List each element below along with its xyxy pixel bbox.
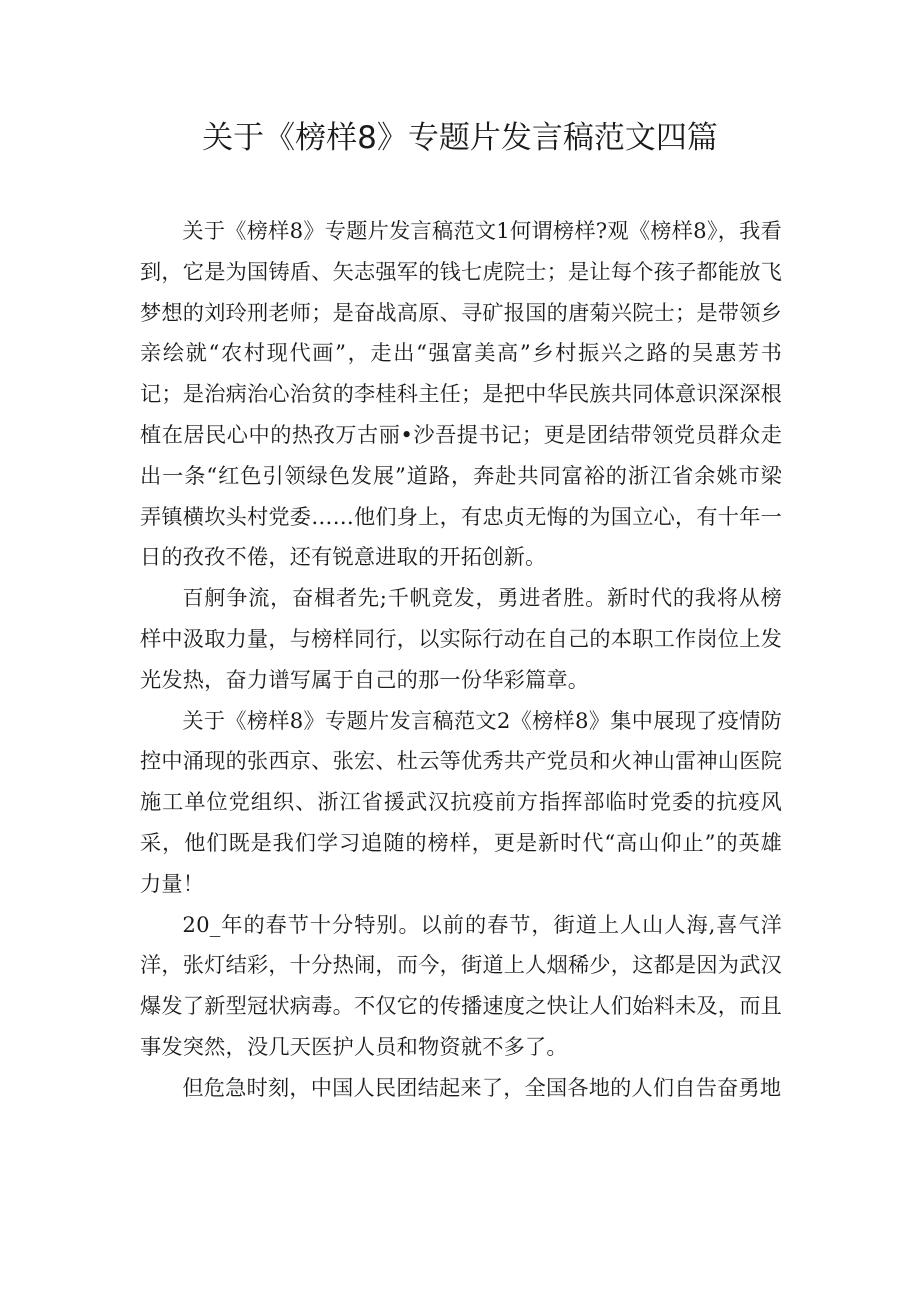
paragraph-3: 关于《榜样8》专题片发言稿范文2《榜样8》集中展现了疫情防控中涌现的张西京、张宏、杜云等优秀共产党员和火神山雷神山医院施工单位党组织、浙江省援武汉抗疫前方指挥部临时党委的抗疫风采，他们既是我们学习追随的榜样，更是新时代“高山仰止”的英雄力量！: [140, 707, 782, 896]
document-title: 关于《榜样8》专题片发言稿范文四篇: [202, 120, 718, 156]
paragraph-5: 但危急时刻，中国人民团结起来了，全国各地的人们自告奋勇地: [182, 1074, 782, 1100]
paragraph-4: 20_年的春节十分特别。以前的春节，街道上人山人海,喜气洋洋，张灯结彩，十分热闹，而今，街道上人烟稀少，这都是因为武汉爆发了新型冠状病毒。不仅它的传播速度之快让人们始料未及，而且事发突然，没几天医护人员和物资就不多了。: [140, 911, 782, 1059]
document-body: [140, 211, 782, 1109]
paragraph-2: 百舸争流，奋楫者先;千帆竞发，勇进者胜。新时代的我将从榜样中汲取力量，与榜样同行，以实际行动在自己的本职工作岗位上发光发热，奋力谱写属于自己的那一份华彩篇章。: [140, 585, 782, 692]
paragraph-1: 关于《榜样8》专题片发言稿范文1何谓榜样?观《榜样8》，我看到，它是为国铸盾、矢志强军的钱七虎院士；是让每个孩子都能放飞梦想的刘玲刑老师；是奋战高原、寻矿报国的唐菊兴院士；是带领乡亲绘就“农村现代画”，走出“强富美高”乡村振兴之路的吴惠芳书记；是治病治心治贫的李桂科主任；是把中华民族共同体意识深深根植在居民心中的热孜万古丽•沙吾提书记；更是团结带领党员群众走出一条“红色引领绿色发展”道路，奔赴共同富裕的浙江省余姚市梁弄镇横坎头村党委……他们身上，有忠贞无悔的为国立心，有十年一日的孜孜不倦，还有锐意进取的开拓创新。: [140, 218, 782, 570]
